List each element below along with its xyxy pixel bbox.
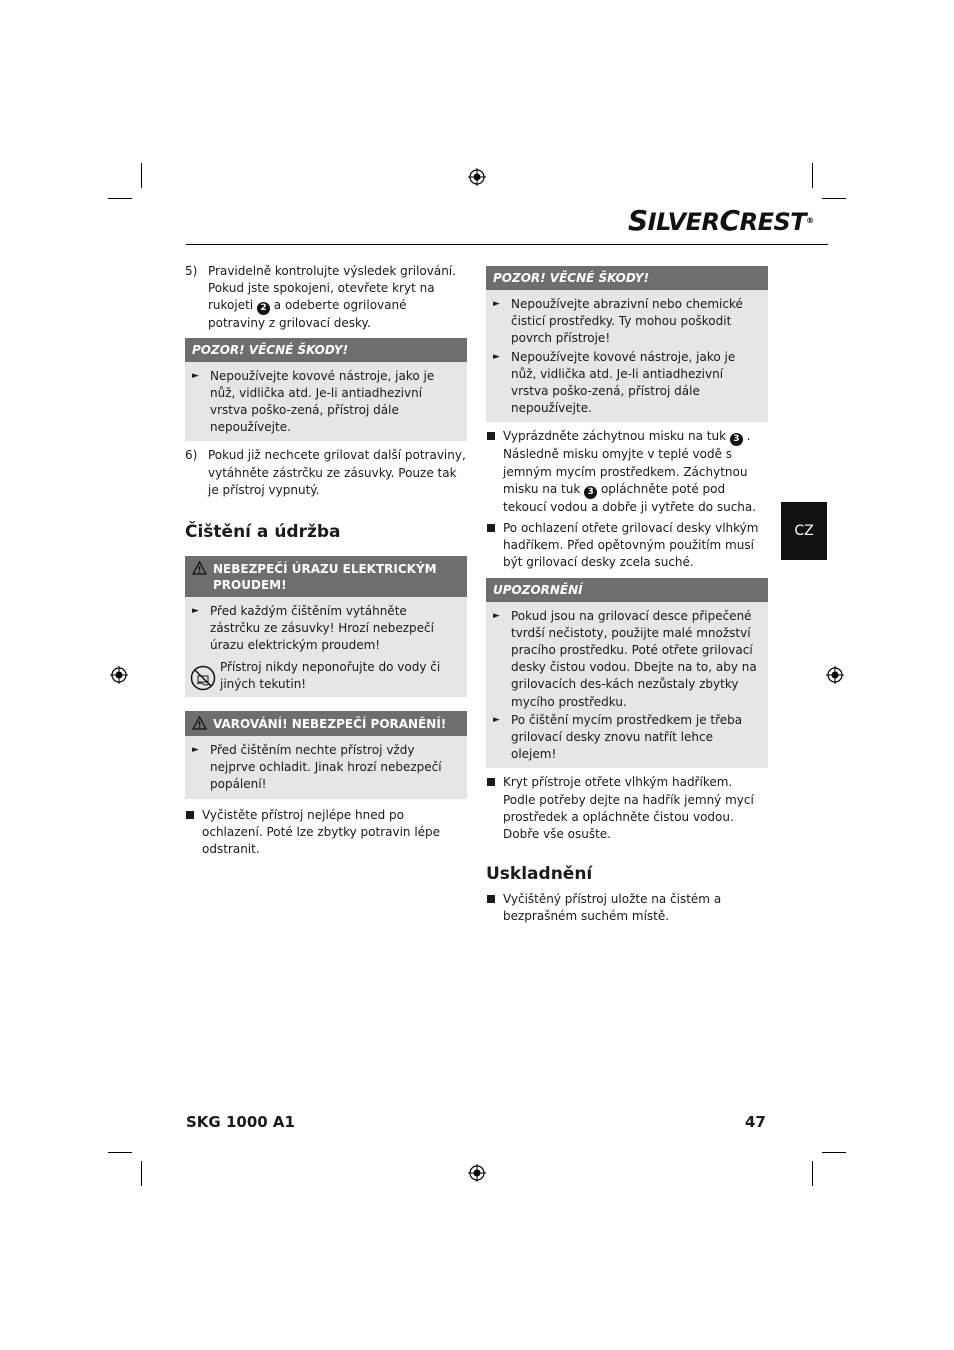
crop-mark (812, 163, 813, 188)
caution-box (185, 338, 467, 442)
warning-box (185, 711, 467, 799)
brand-logo: SILVERCREST® (628, 204, 814, 237)
warning-triangle-icon (192, 716, 207, 730)
registration-mark-icon (826, 666, 844, 684)
danger-item: ► Před každým čištěním vytáhněte zástrčku ze zásuvky! Hrozí nebezpečí úrazu elektrickým proudem! (192, 604, 434, 653)
registration-mark-icon (110, 666, 128, 684)
bullet-square-icon (487, 524, 495, 532)
crop-mark (141, 1161, 142, 1186)
step-6: 6) Pokud již nechcete grilovat další potraviny, vytáhněte zástrčku ze zásuvky. Pouze tak je přístroj vypnutý. (185, 448, 466, 497)
caution-title: POZOR! VĚCNÉ ŠKODY! (185, 338, 467, 362)
warning-item: ► Před čištěním nechte přístroj vždy nejprve ochladit. Jinak hrozí nebezpečí popálení! (192, 743, 442, 792)
crop-mark (812, 1161, 813, 1186)
page-number: 47 (745, 1113, 766, 1131)
registration-mark-icon (468, 168, 486, 186)
crop-mark (108, 198, 132, 199)
caution-item: ► Nepoužívejte kovové nástroje, jako je nůž, vidlička atd. Je-li antiadhezivní vrstva poško-zená, přístroj dále nepoužívejte. (493, 349, 736, 416)
crop-mark (822, 1152, 846, 1153)
arrow-icon: ► (192, 606, 199, 617)
bullet-item: Vyčištěný přístroj uložte na čistém a bezprašném suchém místě. (486, 891, 768, 925)
warning-triangle-icon (192, 561, 207, 575)
danger-box (185, 556, 467, 697)
bullet-item: Vyprázdněte záchytnou misku na tuk 3 . Následně misku omyjte v teplé vodě s jemným mycím prostředkem. Záchytnou misku na tuk 3 opláchněte poté pod tekoucí vodou a dobře ji vytřete do sucha. (486, 428, 768, 516)
arrow-icon: ► (493, 299, 500, 309)
danger-title: NEBEZPEČÍ ÚRAZU ELEKTRICKÝM PROUDEM! (185, 556, 467, 597)
note-title: UPOZORNĚNÍ (486, 578, 768, 602)
arrow-icon: ► (192, 745, 199, 756)
note-box (486, 578, 768, 769)
arrow-icon: ► (192, 370, 199, 381)
crop-mark (141, 163, 142, 188)
model-number: SKG 1000 A1 (186, 1113, 295, 1131)
warning-title: VAROVÁNÍ! NEBEZPEČÍ PORANĚNÍ! (185, 711, 467, 736)
ref-number: 2 (257, 302, 270, 315)
arrow-icon: ► (493, 714, 500, 725)
bullet-square-icon (186, 811, 194, 819)
caution-item: ► Nepoužívejte kovové nástroje, jako je nůž, vidlička atd. Je-li antiadhezivní vrstva poško-zená, přístroj dále nepoužívejte. (192, 368, 435, 435)
left-column (185, 263, 467, 862)
section-heading-cleaning: Čištění a údržba (185, 522, 341, 543)
caution-item: ► Nepoužívejte abrazivní nebo chemické čisticí prostředky. Ty mohou poškodit povrch přístroje! (493, 297, 743, 346)
caution-box (486, 266, 768, 422)
bullet-item: Po ochlazení otřete grilovací desky vlhkým hadříkem. Před opětovným použitím musí být grilovací desky zcela suché. (486, 520, 768, 572)
ref-number: 3 (730, 433, 743, 446)
section-heading-storage: Uskladnění (486, 864, 593, 885)
arrow-icon: ► (493, 351, 500, 362)
step-5: 5) Pravidelně kontrolujte výsledek grilování. Pokud jste spokojeni, otevřete kryt na rukojeti 2 a odeberte ogrilované potraviny z grilovací desky. (185, 264, 456, 331)
bullet-item: Vyčistěte přístroj nejlépe hned po ochlazení. Poté lze zbytky potravin lépe odstranit. (185, 807, 467, 859)
ref-number: 3 (584, 486, 597, 499)
bullet-square-icon (487, 778, 495, 786)
note-item: ► Pokud jsou na grilovací desce připečené tvrdší nečistoty, použijte malé množství pracího prostředku. Poté otřete grilovací desky čistou vodou. Dbejte na to, aby na grilovacích des-kách nezůstaly zbytky mycího prostředku. (493, 608, 757, 709)
crop-mark (108, 1152, 132, 1153)
registration-mark-icon (468, 1164, 486, 1182)
bullet-item: Kryt přístroje otřete vlhkým hadříkem. Podle potřeby dejte na hadřík jemný mycí prostředek a opláchněte čistou vodou. Dobře vše osušte. (486, 774, 768, 843)
no-immersion-note: Přístroj nikdy neponořujte do vody či jiných tekutin! (185, 659, 467, 693)
caution-title: POZOR! VĚCNÉ ŠKODY! (486, 266, 768, 290)
bullet-square-icon (487, 432, 495, 440)
note-item: ► Po čištění mycím prostředkem je třeba grilovací desky znovu natřít lehce olejem! (493, 712, 743, 762)
no-water-immersion-icon (190, 665, 216, 691)
language-tab: CZ (781, 502, 827, 560)
arrow-icon: ► (493, 610, 500, 621)
header-rule (186, 244, 828, 245)
bullet-square-icon (487, 895, 495, 903)
right-column (486, 266, 768, 930)
crop-mark (822, 198, 846, 199)
